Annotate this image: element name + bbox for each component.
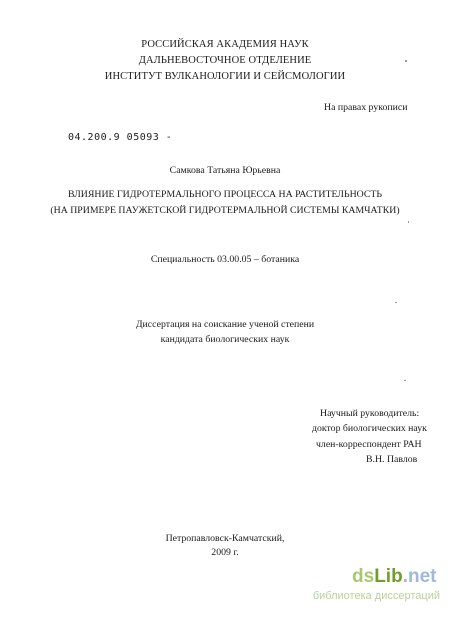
- supervisor-label: Научный руководитель:: [320, 408, 420, 419]
- rights-note: На правах рукописи: [324, 102, 408, 113]
- academy-name: РОССИЙСКАЯ АКАДЕМИЯ НАУК: [141, 39, 309, 50]
- scan-speck: [404, 380, 406, 381]
- city: Петропавловск-Камчатский,: [165, 533, 285, 544]
- registry-stamp: 04.200.9 05093 -: [68, 132, 173, 143]
- supervisor-degree: доктор биологических наук: [312, 423, 427, 434]
- supervisor-name: В.Н. Павлов: [366, 454, 418, 465]
- institute-name: ИНСТИТУТ ВУЛКАНОЛОГИИ И СЕЙСМОЛОГИИ: [104, 71, 346, 82]
- dissertation-title: ВЛИЯНИЕ ГИДРОТЕРМАЛЬНОГО ПРОЦЕССА НА РАСТИТЕЛЬНОСТЬ: [67, 189, 382, 200]
- dslib-logo: dsLib.net: [352, 566, 437, 587]
- scan-speck: [395, 302, 397, 303]
- branch-name: ДАЛЬНЕВОСТОЧНОЕ ОТДЕЛЕНИЕ: [138, 55, 312, 66]
- year: 2009 г.: [211, 547, 239, 558]
- supervisor-title: член-корреспондент РАН: [316, 439, 422, 450]
- scan-speck: [405, 60, 407, 62]
- scan-speck: [408, 221, 409, 223]
- dslib-watermark: [312, 566, 442, 609]
- degree-line-1: Диссертация на соискание ученой степени: [135, 319, 315, 330]
- dissertation-subtitle: (НА ПРИМЕРЕ ПАУЖЕТСКОЙ ГИДРОТЕРМАЛЬНОЙ СИСТЕМЫ КАМЧАТКИ): [50, 205, 400, 216]
- dslib-subtitle: библиотека диссертаций: [312, 590, 440, 602]
- degree-line-2: кандидата биологических наук: [160, 334, 290, 345]
- author-name: Самкова Татьяна Юрьевна: [169, 165, 281, 176]
- specialty: Специальность 03.00.05 – ботаника: [150, 254, 300, 265]
